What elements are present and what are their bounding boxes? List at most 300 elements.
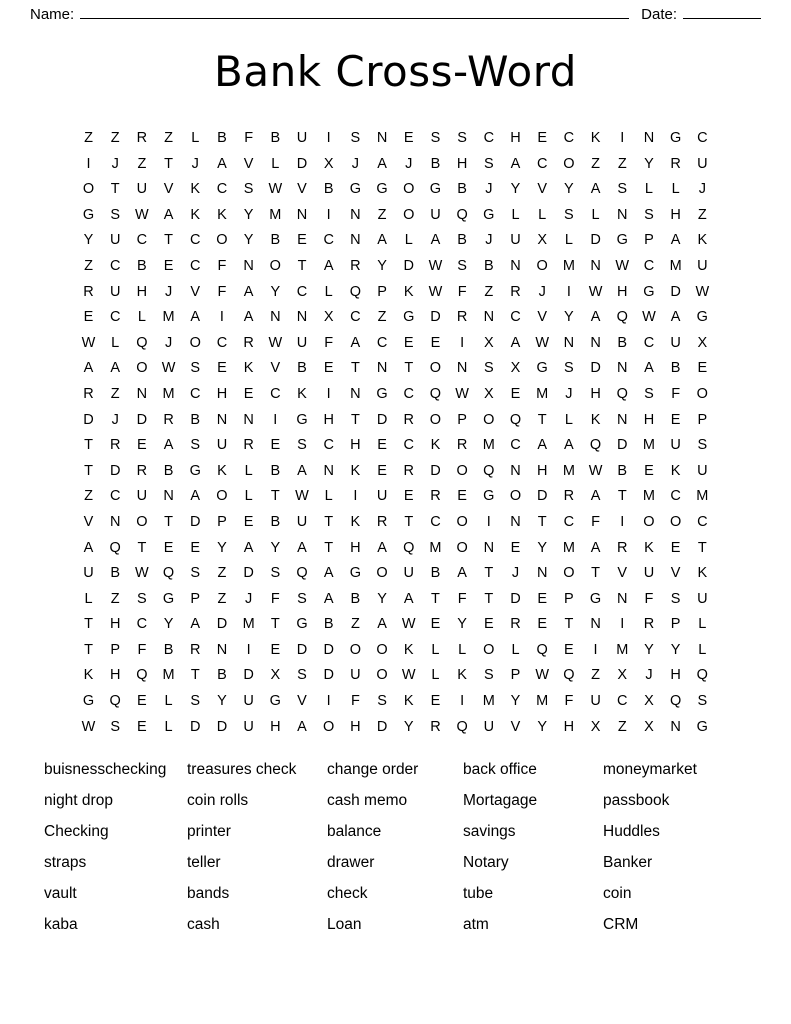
grid-letter[interactable]: O bbox=[429, 411, 442, 428]
word-list-item[interactable]: tube bbox=[463, 884, 494, 902]
grid-letter[interactable]: F bbox=[137, 641, 147, 658]
grid-letter[interactable]: G bbox=[696, 718, 708, 735]
grid-letter[interactable]: Z bbox=[377, 206, 387, 223]
grid-letter[interactable]: U bbox=[510, 232, 521, 249]
grid-letter[interactable]: D bbox=[617, 437, 628, 454]
grid-letter[interactable]: T bbox=[190, 667, 200, 684]
grid-letter[interactable]: L bbox=[324, 488, 333, 505]
grid-letter[interactable]: A bbox=[217, 155, 227, 172]
grid-letter[interactable]: W bbox=[535, 667, 550, 684]
grid-letter[interactable]: N bbox=[270, 309, 281, 326]
grid-letter[interactable]: J bbox=[111, 411, 119, 428]
grid-letter[interactable]: W bbox=[588, 462, 603, 479]
grid-letter[interactable]: V bbox=[83, 513, 94, 530]
grid-letter[interactable]: R bbox=[83, 283, 94, 300]
grid-letter[interactable]: G bbox=[669, 130, 682, 146]
grid-letter[interactable]: E bbox=[430, 693, 441, 710]
grid-letter[interactable]: D bbox=[216, 616, 228, 633]
grid-letter[interactable]: H bbox=[270, 718, 281, 735]
grid-letter[interactable]: B bbox=[163, 641, 174, 658]
grid-letter[interactable]: J bbox=[565, 385, 573, 402]
grid-letter[interactable]: T bbox=[164, 513, 173, 530]
grid-letter[interactable]: B bbox=[617, 334, 628, 351]
grid-letter[interactable]: D bbox=[190, 513, 201, 530]
grid-letter[interactable]: S bbox=[644, 206, 654, 223]
grid-letter[interactable]: Z bbox=[217, 565, 227, 582]
grid-letter[interactable]: O bbox=[269, 257, 281, 274]
grid-letter[interactable]: E bbox=[510, 385, 521, 402]
grid-letter[interactable]: J bbox=[698, 181, 706, 198]
grid-letter[interactable]: T bbox=[350, 411, 360, 428]
grid-letter[interactable]: R bbox=[510, 616, 521, 633]
grid-letter[interactable]: A bbox=[644, 360, 654, 377]
grid-letter[interactable]: R bbox=[190, 641, 201, 658]
grid-letter[interactable]: S bbox=[243, 181, 254, 198]
grid-letter[interactable]: R bbox=[430, 488, 441, 505]
grid-letter[interactable]: N bbox=[136, 385, 148, 402]
grid-letter[interactable]: H bbox=[536, 462, 548, 479]
grid-letter[interactable]: O bbox=[376, 641, 388, 658]
grid-letter[interactable]: F bbox=[644, 590, 654, 607]
grid-letter[interactable]: A bbox=[403, 590, 414, 607]
grid-letter[interactable]: U bbox=[136, 181, 148, 198]
grid-letter[interactable]: W bbox=[588, 283, 603, 300]
grid-letter[interactable]: N bbox=[376, 360, 388, 377]
grid-letter[interactable]: B bbox=[323, 181, 334, 198]
grid-letter[interactable]: X bbox=[697, 334, 708, 351]
grid-letter[interactable]: G bbox=[696, 309, 708, 326]
grid-letter[interactable]: P bbox=[110, 641, 121, 658]
grid-letter[interactable]: T bbox=[537, 411, 547, 428]
grid-letter[interactable]: E bbox=[697, 360, 708, 377]
grid-letter[interactable]: B bbox=[270, 462, 281, 479]
grid-letter[interactable]: Z bbox=[617, 155, 627, 172]
grid-letter[interactable]: C bbox=[190, 257, 201, 274]
grid-letter[interactable]: D bbox=[376, 411, 388, 428]
grid-letter[interactable]: A bbox=[457, 565, 467, 582]
grid-letter[interactable]: S bbox=[137, 590, 147, 607]
grid-letter[interactable]: R bbox=[350, 257, 361, 274]
grid-letter[interactable]: O bbox=[429, 360, 442, 377]
grid-letter[interactable]: S bbox=[617, 181, 628, 198]
grid-letter[interactable]: E bbox=[670, 539, 681, 556]
grid-letter[interactable]: L bbox=[404, 232, 413, 249]
word-list-item[interactable]: back office bbox=[463, 760, 537, 778]
grid-letter[interactable]: Q bbox=[483, 462, 495, 479]
grid-letter[interactable]: O bbox=[456, 513, 468, 530]
grid-letter[interactable]: J bbox=[511, 565, 520, 582]
grid-letter[interactable]: P bbox=[644, 232, 654, 249]
grid-letter[interactable]: S bbox=[190, 565, 201, 582]
grid-letter[interactable]: S bbox=[483, 155, 494, 172]
grid-letter[interactable]: T bbox=[270, 616, 280, 633]
grid-letter[interactable]: S bbox=[190, 437, 201, 454]
grid-letter[interactable]: H bbox=[216, 385, 228, 402]
grid-letter[interactable]: Q bbox=[563, 667, 575, 684]
grid-letter[interactable]: T bbox=[697, 539, 707, 556]
grid-letter[interactable]: A bbox=[377, 539, 387, 556]
word-list-item[interactable]: balance bbox=[327, 822, 382, 840]
grid-letter[interactable]: Q bbox=[589, 437, 602, 454]
grid-letter[interactable]: M bbox=[642, 437, 655, 454]
grid-letter[interactable]: T bbox=[431, 590, 440, 607]
grid-letter[interactable]: B bbox=[190, 411, 201, 428]
grid-letter[interactable]: V bbox=[537, 309, 548, 326]
grid-letter[interactable]: C bbox=[109, 257, 121, 274]
name-write-line[interactable] bbox=[80, 6, 629, 19]
grid-letter[interactable]: R bbox=[109, 437, 121, 454]
grid-letter[interactable]: K bbox=[243, 360, 254, 377]
grid-letter[interactable]: W bbox=[615, 257, 630, 274]
grid-letter[interactable]: O bbox=[376, 667, 388, 684]
grid-letter[interactable]: R bbox=[243, 334, 254, 351]
grid-letter[interactable]: Z bbox=[217, 590, 227, 607]
grid-letter[interactable]: R bbox=[430, 718, 441, 735]
grid-letter[interactable]: U bbox=[670, 437, 681, 454]
grid-letter[interactable]: N bbox=[243, 257, 254, 274]
grid-letter[interactable]: D bbox=[376, 718, 388, 735]
grid-letter[interactable]: U bbox=[296, 334, 308, 351]
grid-letter[interactable]: I bbox=[620, 130, 625, 146]
grid-letter[interactable]: D bbox=[536, 488, 548, 505]
grid-letter[interactable]: I bbox=[219, 309, 224, 326]
grid-letter[interactable]: S bbox=[697, 693, 708, 710]
grid-letter[interactable]: C bbox=[270, 385, 281, 402]
grid-letter[interactable]: F bbox=[457, 283, 467, 300]
grid-letter[interactable]: O bbox=[403, 206, 415, 223]
grid-letter[interactable]: A bbox=[350, 334, 361, 351]
grid-letter[interactable]: T bbox=[137, 539, 147, 556]
grid-letter[interactable]: G bbox=[616, 232, 628, 249]
grid-letter[interactable]: Z bbox=[617, 718, 627, 735]
grid-letter[interactable]: D bbox=[243, 565, 254, 582]
grid-letter[interactable]: Y bbox=[403, 718, 414, 735]
grid-letter[interactable]: S bbox=[377, 693, 387, 710]
grid-letter[interactable]: U bbox=[243, 718, 254, 735]
grid-letter[interactable]: A bbox=[377, 232, 387, 249]
grid-letter[interactable]: M bbox=[669, 257, 682, 274]
grid-letter[interactable]: N bbox=[563, 334, 575, 351]
grid-letter[interactable]: A bbox=[670, 232, 681, 249]
grid-letter[interactable]: F bbox=[671, 385, 681, 402]
word-list-item[interactable]: CRM bbox=[603, 915, 639, 933]
grid-letter[interactable]: Y bbox=[564, 181, 574, 198]
grid-letter[interactable]: S bbox=[457, 257, 467, 274]
grid-letter[interactable]: A bbox=[190, 616, 201, 633]
grid-letter[interactable]: Y bbox=[537, 718, 548, 735]
grid-letter[interactable]: O bbox=[456, 462, 468, 479]
grid-letter[interactable]: G bbox=[429, 181, 442, 198]
grid-letter[interactable]: W bbox=[401, 667, 416, 684]
grid-letter[interactable]: X bbox=[644, 693, 654, 710]
grid-letter[interactable]: W bbox=[268, 334, 283, 351]
grid-letter[interactable]: Q bbox=[162, 565, 175, 582]
grid-letter[interactable]: I bbox=[326, 385, 331, 402]
grid-letter[interactable]: S bbox=[190, 360, 201, 377]
grid-letter[interactable]: G bbox=[403, 309, 415, 326]
grid-letter[interactable]: C bbox=[510, 437, 521, 454]
grid-letter[interactable]: Z bbox=[164, 130, 173, 146]
grid-letter[interactable]: P bbox=[697, 411, 708, 428]
grid-letter[interactable]: H bbox=[643, 411, 655, 428]
grid-letter[interactable]: H bbox=[590, 385, 601, 402]
grid-letter[interactable]: C bbox=[563, 513, 575, 530]
grid-letter[interactable]: Z bbox=[377, 309, 387, 326]
grid-letter[interactable]: T bbox=[84, 616, 93, 633]
word-list-item[interactable]: cash bbox=[187, 915, 220, 933]
grid-letter[interactable]: O bbox=[509, 488, 522, 505]
grid-letter[interactable]: N bbox=[483, 309, 495, 326]
grid-letter[interactable]: S bbox=[110, 206, 121, 223]
grid-letter[interactable]: K bbox=[190, 181, 201, 198]
grid-letter[interactable]: E bbox=[403, 488, 414, 505]
grid-letter[interactable]: V bbox=[297, 181, 307, 198]
grid-letter[interactable]: U bbox=[109, 283, 121, 300]
grid-letter[interactable]: E bbox=[430, 334, 441, 351]
grid-letter[interactable]: G bbox=[483, 488, 495, 505]
grid-letter[interactable]: G bbox=[82, 693, 95, 710]
grid-letter[interactable]: A bbox=[83, 539, 94, 556]
grid-letter[interactable]: U bbox=[697, 462, 708, 479]
date-write-line[interactable] bbox=[683, 6, 761, 19]
word-list-item[interactable]: Huddles bbox=[603, 822, 660, 840]
grid-letter[interactable]: J bbox=[164, 334, 173, 351]
grid-letter[interactable]: W bbox=[455, 385, 469, 402]
grid-letter[interactable]: M bbox=[562, 257, 575, 274]
grid-letter[interactable]: O bbox=[136, 360, 148, 377]
grid-letter[interactable]: D bbox=[296, 155, 308, 172]
grid-letter[interactable]: I bbox=[566, 283, 571, 300]
grid-letter[interactable]: W bbox=[135, 565, 149, 582]
grid-letter[interactable]: S bbox=[697, 437, 708, 454]
grid-letter[interactable]: T bbox=[484, 590, 494, 607]
grid-letter[interactable]: R bbox=[403, 411, 414, 428]
grid-letter[interactable]: N bbox=[350, 232, 361, 249]
grid-letter[interactable]: Q bbox=[456, 206, 468, 223]
grid-letter[interactable]: A bbox=[297, 539, 307, 556]
grid-letter[interactable]: E bbox=[243, 385, 254, 402]
grid-letter[interactable]: N bbox=[243, 411, 254, 428]
grid-letter[interactable]: F bbox=[324, 334, 334, 351]
grid-letter[interactable]: F bbox=[350, 693, 360, 710]
grid-letter[interactable]: N bbox=[109, 513, 121, 530]
grid-letter[interactable]: J bbox=[245, 590, 253, 607]
grid-letter[interactable]: E bbox=[217, 360, 227, 377]
grid-letter[interactable]: T bbox=[350, 360, 360, 377]
grid-letter[interactable]: U bbox=[590, 693, 601, 710]
grid-letter[interactable]: K bbox=[350, 462, 361, 479]
grid-letter[interactable]: N bbox=[670, 718, 681, 735]
grid-letter[interactable]: W bbox=[428, 283, 443, 300]
grid-letter[interactable]: E bbox=[377, 437, 387, 454]
grid-letter[interactable]: K bbox=[457, 667, 467, 684]
grid-letter[interactable]: V bbox=[163, 181, 174, 198]
grid-letter[interactable]: B bbox=[270, 232, 281, 249]
grid-letter[interactable]: S bbox=[350, 130, 361, 146]
grid-letter[interactable]: D bbox=[430, 462, 441, 479]
grid-letter[interactable]: N bbox=[510, 462, 521, 479]
grid-letter[interactable]: O bbox=[82, 181, 95, 198]
grid-letter[interactable]: O bbox=[136, 513, 148, 530]
grid-letter[interactable]: L bbox=[538, 206, 547, 223]
grid-letter[interactable]: I bbox=[273, 411, 278, 428]
grid-letter[interactable]: Z bbox=[484, 283, 494, 300]
grid-letter[interactable]: G bbox=[349, 181, 362, 198]
word-list-item[interactable]: cash memo bbox=[327, 791, 408, 809]
grid-letter[interactable]: S bbox=[483, 360, 494, 377]
grid-letter[interactable]: N bbox=[456, 360, 468, 377]
grid-letter[interactable]: U bbox=[216, 437, 228, 454]
grid-letter[interactable]: D bbox=[323, 667, 334, 684]
grid-letter[interactable]: H bbox=[563, 718, 575, 735]
word-list-item[interactable]: buisnesschecking bbox=[44, 760, 167, 778]
grid-letter[interactable]: Q bbox=[456, 718, 468, 735]
grid-letter[interactable]: W bbox=[535, 334, 550, 351]
grid-letter[interactable]: B bbox=[670, 360, 681, 377]
word-list-item[interactable]: printer bbox=[187, 822, 231, 840]
grid-letter[interactable]: U bbox=[483, 718, 495, 735]
grid-letter[interactable]: A bbox=[510, 155, 521, 172]
grid-letter[interactable]: C bbox=[190, 232, 201, 249]
grid-letter[interactable]: L bbox=[191, 130, 200, 146]
grid-letter[interactable]: R bbox=[136, 130, 148, 146]
grid-letter[interactable]: R bbox=[376, 513, 388, 530]
grid-letter[interactable]: P bbox=[564, 590, 574, 607]
grid-letter[interactable]: Q bbox=[509, 411, 522, 428]
grid-letter[interactable]: X bbox=[323, 155, 334, 172]
grid-letter[interactable]: L bbox=[431, 641, 440, 658]
grid-letter[interactable]: C bbox=[403, 385, 414, 402]
grid-letter[interactable]: N bbox=[617, 590, 628, 607]
grid-letter[interactable]: W bbox=[135, 206, 149, 223]
grid-letter[interactable]: H bbox=[109, 667, 121, 684]
grid-letter[interactable]: B bbox=[350, 590, 361, 607]
grid-letter[interactable]: U bbox=[296, 513, 308, 530]
grid-letter[interactable]: F bbox=[244, 130, 254, 146]
grid-letter[interactable]: E bbox=[270, 437, 281, 454]
word-list-item[interactable]: check bbox=[327, 884, 368, 902]
grid-letter[interactable]: K bbox=[644, 539, 654, 556]
grid-letter[interactable]: S bbox=[110, 718, 121, 735]
grid-letter[interactable]: C bbox=[670, 488, 681, 505]
grid-letter[interactable]: C bbox=[323, 437, 334, 454]
grid-letter[interactable]: C bbox=[697, 130, 708, 146]
grid-letter[interactable]: I bbox=[620, 616, 625, 633]
grid-letter[interactable]: G bbox=[269, 693, 281, 710]
grid-letter[interactable]: R bbox=[243, 437, 254, 454]
grid-letter[interactable]: K bbox=[590, 411, 601, 428]
grid-letter[interactable]: A bbox=[163, 437, 174, 454]
grid-letter[interactable]: I bbox=[326, 693, 331, 710]
grid-letter[interactable]: T bbox=[297, 257, 307, 274]
grid-letter[interactable]: G bbox=[296, 616, 308, 633]
grid-letter[interactable]: Y bbox=[243, 206, 254, 223]
grid-letter[interactable]: J bbox=[485, 181, 493, 198]
grid-letter[interactable]: C bbox=[190, 385, 201, 402]
grid-letter[interactable]: E bbox=[564, 641, 574, 658]
grid-letter[interactable]: W bbox=[81, 718, 96, 735]
grid-letter[interactable]: C bbox=[643, 334, 655, 351]
grid-letter[interactable]: I bbox=[620, 513, 625, 530]
grid-letter[interactable]: C bbox=[109, 488, 121, 505]
grid-letter[interactable]: H bbox=[350, 539, 361, 556]
grid-letter[interactable]: U bbox=[296, 130, 308, 146]
grid-letter[interactable]: Q bbox=[616, 385, 628, 402]
grid-letter[interactable]: L bbox=[564, 232, 573, 249]
grid-letter[interactable]: S bbox=[297, 437, 307, 454]
grid-letter[interactable]: H bbox=[136, 283, 148, 300]
grid-letter[interactable]: L bbox=[698, 641, 707, 658]
grid-letter[interactable]: D bbox=[403, 257, 414, 274]
grid-letter[interactable]: E bbox=[323, 360, 334, 377]
grid-letter[interactable]: D bbox=[590, 232, 601, 249]
grid-letter[interactable]: D bbox=[109, 462, 121, 479]
word-list-item[interactable]: change order bbox=[327, 760, 419, 778]
grid-letter[interactable]: C bbox=[216, 334, 228, 351]
grid-letter[interactable]: L bbox=[671, 181, 680, 198]
grid-letter[interactable]: G bbox=[296, 411, 308, 428]
grid-letter[interactable]: G bbox=[349, 565, 362, 582]
grid-letter[interactable]: Q bbox=[696, 667, 708, 684]
grid-letter[interactable]: Y bbox=[217, 693, 227, 710]
grid-letter[interactable]: Q bbox=[296, 565, 308, 582]
grid-letter[interactable]: O bbox=[669, 513, 682, 530]
grid-letter[interactable]: L bbox=[324, 283, 333, 300]
word-list-item[interactable]: Checking bbox=[44, 822, 109, 840]
grid-letter[interactable]: R bbox=[617, 539, 628, 556]
grid-letter[interactable]: L bbox=[244, 462, 253, 479]
grid-letter[interactable]: E bbox=[403, 130, 414, 146]
grid-letter[interactable]: M bbox=[696, 488, 709, 505]
grid-letter[interactable]: T bbox=[591, 565, 600, 582]
grid-letter[interactable]: W bbox=[81, 334, 96, 351]
grid-letter[interactable]: T bbox=[270, 488, 280, 505]
grid-letter[interactable]: I bbox=[326, 206, 331, 223]
grid-letter[interactable]: M bbox=[242, 616, 255, 633]
grid-letter[interactable]: Y bbox=[644, 155, 654, 172]
grid-letter[interactable]: A bbox=[590, 181, 601, 198]
grid-letter[interactable]: C bbox=[136, 232, 148, 249]
grid-letter[interactable]: O bbox=[563, 155, 575, 172]
grid-letter[interactable]: L bbox=[644, 181, 653, 198]
grid-letter[interactable]: B bbox=[163, 462, 174, 479]
word-list-item[interactable]: moneymarket bbox=[603, 760, 697, 778]
grid-letter[interactable]: U bbox=[109, 232, 121, 249]
grid-letter[interactable]: M bbox=[562, 462, 575, 479]
grid-letter[interactable]: O bbox=[376, 565, 388, 582]
grid-letter[interactable]: E bbox=[83, 309, 94, 326]
word-list-item[interactable]: treasures check bbox=[187, 760, 297, 778]
grid-letter[interactable]: S bbox=[483, 667, 494, 684]
grid-letter[interactable]: O bbox=[189, 334, 201, 351]
grid-letter[interactable]: C bbox=[109, 309, 121, 326]
grid-letter[interactable]: Z bbox=[110, 590, 120, 607]
grid-letter[interactable]: U bbox=[697, 257, 708, 274]
grid-letter[interactable]: I bbox=[246, 641, 251, 658]
grid-letter[interactable]: R bbox=[643, 616, 655, 633]
grid-letter[interactable]: M bbox=[562, 539, 575, 556]
grid-letter[interactable]: N bbox=[350, 206, 361, 223]
grid-letter[interactable]: E bbox=[430, 616, 441, 633]
grid-letter[interactable]: X bbox=[644, 718, 654, 735]
grid-letter[interactable]: T bbox=[164, 232, 173, 249]
grid-letter[interactable]: E bbox=[483, 616, 494, 633]
grid-letter[interactable]: K bbox=[403, 693, 414, 710]
grid-letter[interactable]: E bbox=[137, 718, 147, 735]
grid-letter[interactable]: C bbox=[323, 232, 334, 249]
grid-letter[interactable]: A bbox=[323, 257, 334, 274]
grid-letter[interactable]: B bbox=[323, 616, 334, 633]
